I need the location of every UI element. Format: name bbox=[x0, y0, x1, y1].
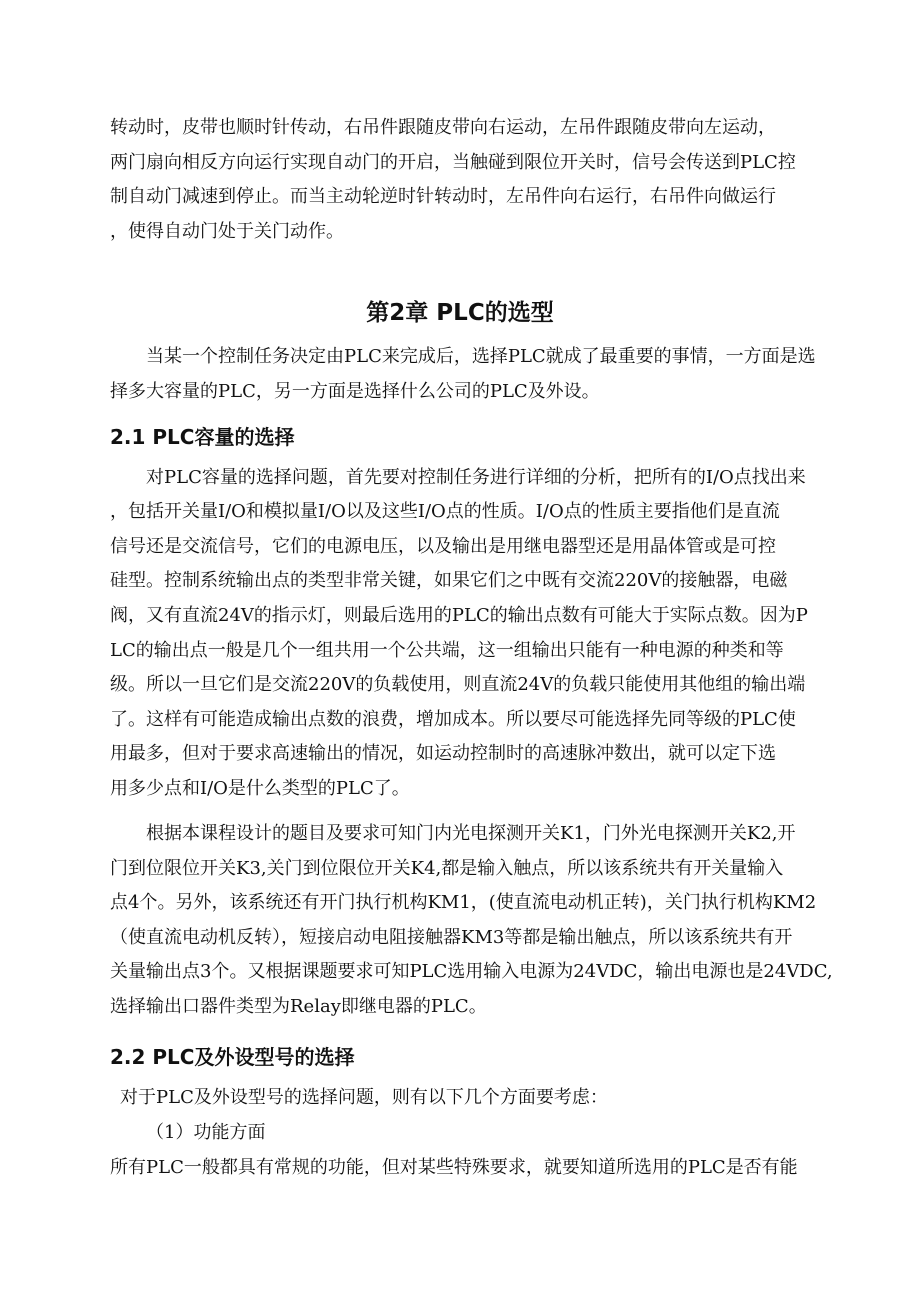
intro-line-2: 两门扇向相反方向运行实现自动门的开启，当触碰到限位开关时，信号会传送到PLC控 bbox=[110, 152, 796, 173]
chapter-intro-line-1: 当某一个控制任务决定由PLC来完成后，选择PLC就成了最重要的事情，一方面是选 bbox=[146, 346, 816, 367]
s21-p1-line-8: 了。这样有可能造成输出点数的浪费，增加成本。所以要尽可能选择先同等级的PLC使 bbox=[110, 709, 796, 730]
intro-line-3: 制自动门减速到停止。而当主动轮逆时针转动时，左吊件向右运行，右吊件向做运行 bbox=[110, 186, 776, 207]
section-2-1-title: 2.1 PLC容量的选择 bbox=[110, 425, 295, 449]
s21-p2-line-3: 点4个。另外，该系统还有开门执行机构KM1，(使直流电动机正转)，关门执行机构KM2 bbox=[110, 892, 817, 913]
s21-p1-line-7: 级。所以一旦它们是交流220V的负载使用，则直流24V的负载只能使用其他组的输出端 bbox=[110, 674, 806, 695]
section-2-2-title: 2.2 PLC及外设型号的选择 bbox=[110, 1045, 355, 1069]
chapter-intro-line-2: 择多大容量的PLC，另一方面是选择什么公司的PLC及外设。 bbox=[110, 381, 600, 402]
s21-p1-line-2: ，包括开关量I/O和模拟量I/O以及这些I/O点的性质。I/O点的性质主要指他们是直流 bbox=[110, 501, 780, 522]
s22-last-line: 所有PLC一般都具有常规的功能，但对某些特殊要求，就要知道所选用的PLC是否有能 bbox=[110, 1157, 798, 1178]
s21-p1-line-1: 对PLC容量的选择问题，首先要对控制任务进行详细的分析，把所有的I/O点找出来 bbox=[146, 467, 806, 488]
s21-p2-line-5: 关量输出点3个。又根据课题要求可知PLC选用输入电源为24VDC，输出电源也是24VDC, bbox=[110, 961, 833, 982]
s21-p2-line-6: 选择输出口器件类型为Relay即继电器的PLC。 bbox=[110, 996, 487, 1017]
s21-p1-line-5: 阀，又有直流24V的指示灯，则最后选用的PLC的输出点数有可能大于实际点数。因为P bbox=[110, 605, 808, 626]
intro-line-1: 转动时，皮带也顺时针传动，右吊件跟随皮带向右运动，左吊件跟随皮带向左运动， bbox=[110, 117, 776, 138]
s21-p2-line-4: （使直流电动机反转），短接启动电阻接触器KM3等都是输出触点，所以该系统共有开 bbox=[110, 927, 793, 948]
s22-intro: 对于PLC及外设型号的选择问题，则有以下几个方面要考虑： bbox=[120, 1087, 608, 1108]
s21-p2-line-2: 门到位限位开关K3,关门到位限位开关K4,都是输入触点，所以该系统共有开关量输入 bbox=[110, 858, 784, 879]
s21-p2-line-1: 根据本课程设计的题目及要求可知门内光电探测开关K1，门外光电探测开关K2,开 bbox=[146, 823, 796, 844]
s21-p1-line-3: 信号还是交流信号，它们的电源电压，以及输出是用继电器型还是用晶体管或是可控 bbox=[110, 536, 776, 557]
s21-p1-line-10: 用多少点和I/O是什么类型的PLC了。 bbox=[110, 778, 410, 799]
s22-item-1: （1）功能方面 bbox=[146, 1122, 266, 1143]
intro-line-4: ，使得自动门处于关门动作。 bbox=[110, 221, 344, 242]
s21-p1-line-9: 用最多，但对于要求高速输出的情况，如运动控制时的高速脉冲数出，就可以定下选 bbox=[110, 743, 776, 764]
s21-p1-line-6: LC的输出点一般是几个一组共用一个公共端，这一组输出只能有一种电源的种类和等 bbox=[110, 640, 784, 661]
s21-p1-line-4: 硅型。控制系统输出点的类型非常关键，如果它们之中既有交流220V的接触器，电磁 bbox=[110, 570, 788, 591]
chapter-title: 第2章 PLC的选型 bbox=[366, 300, 554, 326]
